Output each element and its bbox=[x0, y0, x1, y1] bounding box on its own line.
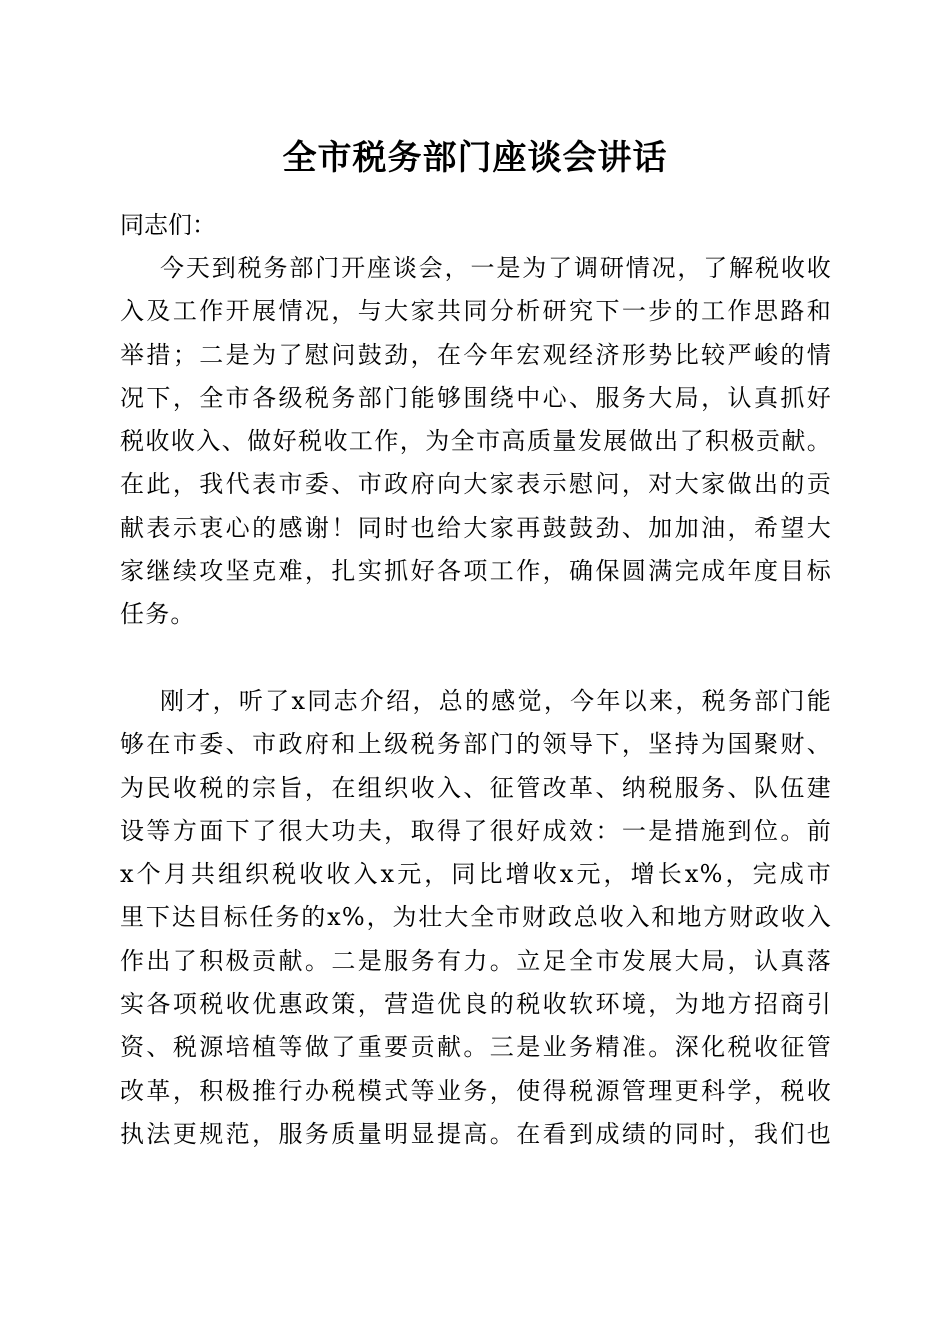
document-title: 全市税务部门座谈会讲话 bbox=[282, 138, 668, 178]
paragraph-line: 入及工作开展情况，与大家共同分析研究下一步的工作思路和 bbox=[120, 297, 832, 326]
paragraph-line: 任务。 bbox=[120, 600, 196, 629]
paragraph-2 bbox=[120, 680, 832, 1156]
paragraph-line: 资、税源培植等做了重要贡献。三是业务精准。深化税收征管 bbox=[120, 1033, 832, 1062]
paragraph-line: 今天到税务部门开座谈会，一是为了调研情况，了解税收收 bbox=[160, 254, 832, 282]
paragraph-line: 献表示衷心的感谢！同时也给大家再鼓鼓劲、加加油，希望大 bbox=[120, 513, 832, 542]
paragraph-line: 改革，积极推行办税模式等业务，使得税源管理更科学，税收 bbox=[120, 1076, 832, 1105]
paragraph-line: 税收收入、做好税收工作，为全市高质量发展做出了积极贡献。 bbox=[120, 427, 832, 456]
paragraph-line: 况下，全市各级税务部门能够围绕中心、服务大局，认真抓好 bbox=[120, 383, 832, 412]
paragraph-line: 在此，我代表市委、市政府向大家表示慰问，对大家做出的贡 bbox=[120, 470, 832, 499]
paragraph-line: x个月共组织税收收入x元，同比增收x元，增长x%，完成市 bbox=[120, 860, 832, 889]
paragraph-line: 家继续攻坚克难，扎实抓好各项工作，确保圆满完成年度目标 bbox=[120, 557, 832, 586]
paragraph-line: 实各项税收优惠政策，营造优良的税收软环境，为地方招商引 bbox=[120, 990, 832, 1019]
paragraph-line: 够在市委、市政府和上级税务部门的领导下，坚持为国聚财、 bbox=[120, 730, 832, 759]
salutation: 同志们： bbox=[120, 211, 216, 239]
paragraph-line: 执法更规范，服务质量明显提高。在看到成绩的同时，我们也 bbox=[120, 1119, 832, 1148]
paragraph-line: 刚才，听了x同志介绍，总的感觉，今年以来，税务部门能 bbox=[160, 687, 832, 715]
paragraph-line: 作出了积极贡献。二是服务有力。立足全市发展大局，认真落 bbox=[120, 946, 832, 975]
paragraph-line: 举措；二是为了慰问鼓劲，在今年宏观经济形势比较严峻的情 bbox=[120, 340, 832, 369]
paragraph-line: 设等方面下了很大功夫，取得了很好成效：一是措施到位。前 bbox=[120, 816, 832, 845]
paragraph-1 bbox=[120, 247, 832, 637]
paragraph-line: 里下达目标任务的x%，为壮大全市财政总收入和地方财政收入 bbox=[120, 903, 832, 932]
paragraph-line: 为民收税的宗旨，在组织收入、征管改革、纳税服务、队伍建 bbox=[120, 773, 832, 802]
